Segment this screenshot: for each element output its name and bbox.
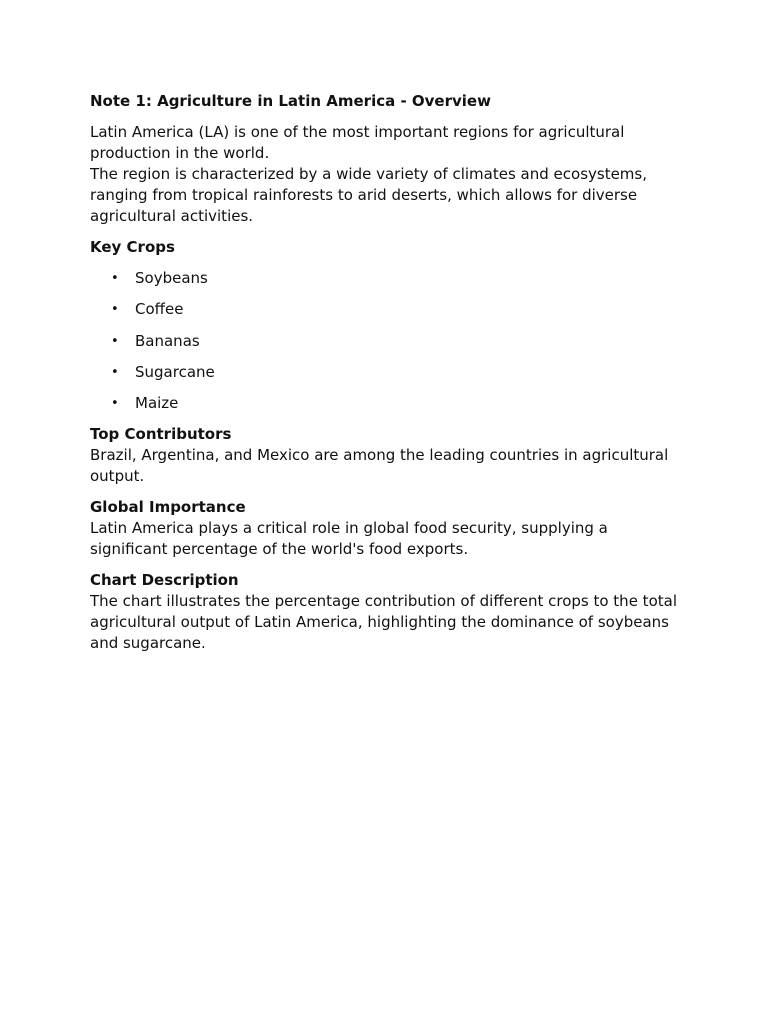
intro-paragraph-2: The region is characterized by a wide variety of climates and ecosystems, ranging from tropical rainforests to arid deserts, which allows for diverse agricultural activities. (90, 165, 648, 225)
bullet-icon: • (111, 302, 119, 318)
top-contributors-text: Brazil, Argentina, and Mexico are among the leading countries in agricultural output. (90, 446, 669, 486)
crop-label: Sugarcane (135, 362, 215, 381)
list-item (90, 331, 678, 352)
list-item (90, 393, 678, 414)
global-importance-text: Latin America plays a critical role in global food security, supplying a significant percentage of the world's food exports. (90, 519, 608, 559)
key-crops-section (90, 237, 678, 414)
intro-paragraph-1: Latin America (LA) is one of the most important regions for agricultural production in the world. (90, 123, 625, 162)
crop-label: Maize (135, 394, 179, 413)
bullet-icon: • (111, 364, 119, 380)
chart-description-text: The chart illustrates the percentage contribution of different crops to the total agricultural output of Latin America, highlighting the dominance of soybeans and sugarcane. (90, 592, 677, 653)
global-importance-section (90, 497, 678, 560)
page-title: Note 1: Agriculture in Latin America - Overview (90, 92, 491, 110)
key-crops-list (90, 268, 678, 414)
crop-label: Bananas (135, 331, 200, 350)
list-item (90, 362, 678, 383)
list-item (90, 299, 678, 320)
chart-description-section (90, 570, 678, 654)
chart-description-heading: Chart Description (90, 571, 239, 590)
bullet-icon: • (111, 396, 119, 412)
crop-label: Coffee (135, 300, 184, 319)
crop-label: Soybeans (135, 269, 208, 287)
key-crops-heading: Key Crops (90, 238, 175, 256)
top-contributors-heading: Top Contributors (90, 425, 232, 444)
bullet-icon: • (111, 333, 119, 349)
bullet-icon: • (111, 271, 119, 286)
list-item (90, 268, 678, 289)
global-importance-heading: Global Importance (90, 498, 246, 517)
top-contributors-section (90, 424, 678, 487)
